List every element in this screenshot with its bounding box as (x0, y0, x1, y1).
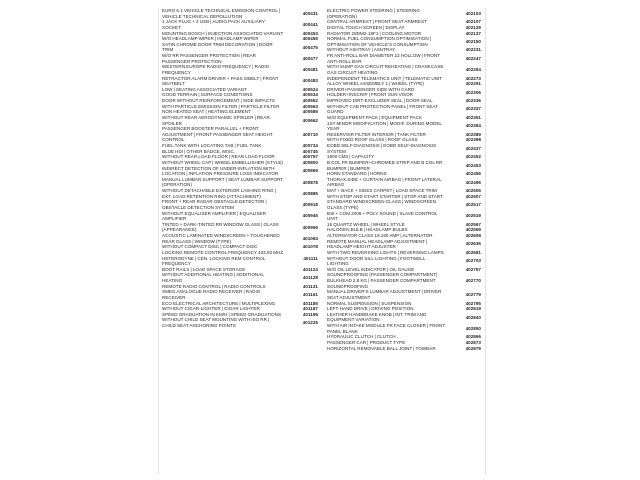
option-code-table (158, 8, 486, 474)
option-description: LOW | SEATING ASSOCIATED VARIANT (162, 86, 247, 92)
table-row (327, 64, 481, 75)
option-code: 401064 (302, 235, 318, 241)
option-code: 402517 (465, 202, 481, 208)
option-code: 402137 (465, 30, 481, 36)
option-description: WITH TWO REVERSING LIGHTS | REVERSING LAMPS (327, 249, 444, 255)
option-code: 401225 (302, 320, 318, 326)
option-description: WITHOUT DETACHABLE EXTERIOR LASHING RING | EXT. LOAD RETENTION RING (ATTACHMENT) (162, 188, 276, 199)
option-code: 402306 (465, 89, 481, 95)
option-code: 402496 (465, 179, 481, 185)
option-description: W/O OIL LEVEL INDICATOR | OIL GAUGE (327, 266, 415, 272)
table-row (162, 222, 318, 233)
option-description: SATIN CHROME DOOR TRIM DECORATION | DOOR TRIM (162, 41, 273, 53)
option-description: SPEED GRADUATION IN KM/H | SPEED GRADUATIONS (162, 311, 282, 317)
table-row (327, 36, 481, 47)
option-code: 401161 (302, 292, 318, 298)
option-description: WITH STOP AND START STARTER | STOP AND START (327, 193, 443, 199)
option-code: 400534 (302, 92, 318, 98)
option-description: MOUNTING BOSCH | INJECTION ASSOCIATED VARIANT (162, 30, 284, 36)
option-code: 400662 (302, 117, 318, 123)
option-code: 402273 (465, 75, 481, 81)
option-description: BSI + COM 2008 + POLY SOUND | SLAVE CONTROL UNIT (327, 210, 438, 222)
option-code: 400885 (302, 190, 318, 196)
option-description: WITH SUMP GAS CIRCUIT REHEATING | CRANKCASE GAS CIRCUIT HEATING (327, 64, 444, 75)
option-code: 401128 (302, 275, 318, 281)
table-row (327, 8, 481, 19)
option-description: WITHOUT EQUALISER AMPLIFIER | EQUALISER AMPLIFIER (162, 210, 266, 222)
option-description: WITHOUT CIGAR-LIGHTER | CIGAR LIGHTER (162, 306, 260, 312)
option-description: PASSENGER BOOSTER PARALLEL + FRONT ADJUSTMENT | FRONT PASSENGER SEAT HEIGHT CONTROL (162, 126, 273, 143)
option-code: 402779 (465, 292, 481, 298)
option-description: WITHOUT CAB PROTECTION PANEL | FRONT SEAT GUARD (327, 103, 438, 115)
table-row (327, 323, 481, 334)
option-description: W/O EQUIPMENT PACK | EQUIPMENT PACK (327, 114, 422, 120)
table-row (327, 346, 481, 352)
option-code: 400552 (302, 98, 318, 103)
table-row (162, 126, 318, 143)
option-code: 402351 (465, 114, 481, 120)
option-code: 400483 (302, 78, 318, 84)
option-description: RADIATOR 28DM2-18F1 | COOLING MOTOR (327, 30, 422, 36)
table-row (327, 239, 481, 250)
option-description: WITHOUT DOOR SILL LIGHTING | FOOTWELL LIGHTING (327, 255, 426, 267)
table-row (162, 166, 318, 177)
option-description: ECO ELECTRICAL ARCHITECTURE | MULTIPLEXING (162, 300, 276, 306)
option-description: BOOT RAILS | LOAD SPACE STORAGE (162, 266, 246, 272)
option-description: 16 QUARTZ WHEEL | WHEEL STYLE (327, 221, 405, 227)
option-description: WITHOUT ADDITIONAL HEATING | ADDITIONAL HEATING (162, 272, 264, 283)
option-description: WITHOUT REAR AERODYNAMIC SPOILER | REAR SPOILER (162, 114, 270, 126)
option-description: EURO 6.1 VEHICLE TECHNICAL EMISSION CONTROL | VEHICLE TECHNICAL DEPOLLUTION (162, 8, 281, 19)
option-description: LEATHER HANDBRAKE KNOB | INT. TRIM AND EQUIPMENT VARIATION (327, 311, 427, 323)
option-code: 402107 (465, 19, 481, 25)
option-description: WITHOUT CHILD SEAT MOUNTING WITH ISO RR | CHILD SEAT ANCHORING POINTS (162, 317, 270, 328)
option-code: 400524 (302, 86, 318, 92)
option-description: W/O RR PASSENGER PROTECTION | REAR PASSENGER PROTECTION (162, 53, 256, 64)
table-row (162, 53, 318, 64)
option-code: 402389 (465, 131, 481, 137)
option-code: 402757 (465, 266, 481, 272)
table-row (162, 233, 318, 244)
option-description: SMEG ANALOGUE RADIO RECEIVER | RADIO RECEIVER (162, 289, 261, 300)
option-description: PASSENGER CAR | PRODUCT TYPE (327, 339, 406, 345)
option-code: 401187 (302, 306, 318, 312)
table-row (327, 256, 481, 267)
option-code: 402254 (465, 67, 481, 73)
option-code: 402337 (465, 106, 481, 112)
option-description: INDIRECT DETECTION OF UNDER-INFLATION WITH LOCATION | INFLATION PRESSURE LOSS INDICATOR (162, 165, 279, 177)
option-code: 402569 (465, 227, 481, 233)
option-description: NON HEATED SEAT | HEATING ELEMENT (162, 109, 251, 115)
option-description: DIGITAL TOUCH SCREEN | DISPLAY (327, 24, 405, 30)
option-code: 401078 (302, 244, 318, 250)
option-description: RESERVOIR FILTER INTERIOR | TANK FILTER (327, 131, 426, 137)
option-code: 400475 (302, 44, 318, 50)
option-description: WITHOUT ASHTRAY | ASHTRAY (327, 47, 396, 53)
table-row (327, 199, 481, 210)
option-description: INDEPENDENT TELEMATICS UNIT | TELEMATIC UNIT (327, 75, 443, 81)
table-row (162, 289, 318, 300)
table-row (162, 272, 318, 283)
option-code: 400441 (302, 22, 318, 28)
table-row (162, 19, 318, 30)
table-row (327, 272, 481, 289)
option-description: WESTERN EUROPE RADIO FREQUENCY | RADIO FREQUENCY (162, 64, 270, 75)
option-description: FUEL TANK WITH LOCATING TAB | FUEL TANK (162, 143, 262, 148)
option-code: 402819 (465, 306, 481, 312)
option-description: ALLOY WHEEL ASSEMBLY 1 | WHEEL (TYPE) (327, 81, 424, 87)
option-description: WITHOUT WHEEL CAP | WHEEL EMBELLISHER (STYLE) (162, 159, 284, 165)
option-description: 1600 CM3 | CAPACITY (327, 154, 375, 160)
option-description: HALOGEN BULB | HEADLAMP BULBS (327, 227, 408, 233)
table-row (162, 317, 318, 328)
option-code: 401131 (302, 283, 318, 289)
option-code: 402879 (465, 345, 481, 351)
option-description: MAT + BACK + SIDES CARPET | LOAD SPACE TRIM (327, 188, 437, 193)
table-row (327, 87, 481, 98)
table-row (327, 104, 481, 115)
table-row (327, 211, 481, 222)
option-description: STANDARD WINDSCREEN GLASS | WINDSCREEN GLASS (TYPE) (327, 199, 436, 210)
option-description: FR ANTI-ROLL BAR DIAMETER 22 HOLLOW | FRONT ANTI-ROLL BAR (327, 53, 440, 64)
option-code: 402452 (465, 154, 481, 160)
table-row (162, 64, 318, 75)
table-row (327, 121, 481, 132)
option-description: WITH FIXED ROOF GLASS | ROOF GLASS (327, 137, 418, 143)
option-code: 402850 (465, 325, 481, 331)
table-row (327, 312, 481, 323)
option-description: ALTERNATOR CLASS 18 180 AMP | ALTERNATOR (327, 233, 433, 238)
table-row (162, 177, 318, 188)
table-row (162, 76, 318, 87)
option-description: B COL FR BUMPER+CHROMED STRIP AND B COL RR BUMPER | BUMPER (327, 159, 443, 171)
option-code: 400563 (302, 103, 318, 109)
option-code: 402866 (465, 334, 481, 340)
option-code: 400959 (302, 224, 318, 230)
option-description: THORAX SIDE + CURTAIN AIRBAG | FRONT LATERAL AIRBAG (327, 176, 442, 188)
option-code: 400734 (302, 143, 318, 148)
option-code: 402636 (465, 241, 481, 247)
option-code: 400455 (302, 36, 318, 42)
option-code: 402770 (465, 278, 481, 283)
option-description: BLUE HDI | OTHER BADGE, MISC. (162, 148, 236, 154)
option-description: WITH AIR INTAKE MODULE FR FACE CLOSER | FRONT PANEL BLANK (327, 323, 446, 334)
option-description: MANUAL LUMBAR SUPPORT | SEAT LUMBAR SUPPORT (OPERATION) (162, 176, 284, 188)
table-row (162, 115, 318, 126)
option-code: 402507 (465, 193, 481, 199)
table-row (162, 250, 318, 267)
option-code: 400481 (302, 67, 318, 73)
option-code: 402873 (465, 339, 481, 345)
option-description: HORN STANDARD | HORNS (327, 171, 387, 177)
option-description: DRIVER+PASSENGER SIDE WITH CARD HOLDER+INSCRIP | FRONT SUN VISOR (327, 86, 415, 98)
option-code: 402840 (465, 314, 481, 320)
option-code: 400757 (302, 154, 318, 160)
option-code: 402608 (465, 233, 481, 238)
option-code: 400945 (302, 213, 318, 219)
option-code: 400431 (302, 10, 318, 16)
right-column-entries (327, 8, 481, 351)
option-description: LEFT-HAND DRIVE | DRIVING POSITION (327, 306, 414, 312)
option-code: 402437 (465, 145, 481, 151)
table-row (327, 160, 481, 171)
option-description: REMOTE RADIO CONTROL | RADIO CONTROLS (162, 283, 266, 289)
option-code: 402453 (465, 162, 481, 168)
option-description: GOOD TERRAIN | SURFACE CONDITIONS (162, 92, 253, 98)
option-description: MANUAL DRIVER'S LUMBAR ADJUSTMENT | DRIVER SEAT ADJUSTMENT (327, 289, 442, 300)
option-code: 402505 (465, 188, 481, 193)
table-row (162, 211, 318, 222)
table-row (327, 177, 481, 188)
option-description: NORMAL FUEL CONSUMPTION OPTIMISATION | OPTIMISATION OF VEHICLE'S CONSUMPTION (327, 36, 432, 47)
option-code: 400477 (302, 55, 318, 61)
option-description: IMPROVED DIRT-EXCLUDER SEAL | DOOR SEAL (327, 98, 433, 103)
option-description: ACOUSTIC LAMINATED WINDSCREEN + TOUGHENED REAR GLASS | WINDOW (TYPE) (162, 233, 280, 244)
option-code: 402336 (465, 98, 481, 103)
option-code: 402247 (465, 55, 481, 61)
table-row (327, 289, 481, 300)
option-code: 401185 (302, 300, 318, 306)
option-code: 400918 (302, 202, 318, 208)
option-code: 400869 (302, 168, 318, 174)
right-column (322, 8, 485, 474)
table-row (327, 143, 481, 154)
option-code: 402364 (465, 123, 481, 129)
option-description: FRONT + REAR RADAR OBSTACLE DETECTOR | OBSTACLE DETECTION SYSTEM (162, 199, 267, 210)
option-description: EOBD SELF-DIAGNOSIS | EOBD SELF-DIAGNOSIS SYSTEM (327, 143, 437, 154)
option-code: 402795 (465, 300, 481, 306)
option-description: 1ST MINOR MODIFICATION | MODIF. DURING MODEL YEAR (327, 120, 442, 132)
option-description: HYDRAULIC CLUTCH | CLUTCH (327, 334, 396, 340)
option-code: 402150 (465, 38, 481, 44)
option-code: 401111 (303, 255, 318, 261)
option-code: 402703 (465, 258, 481, 264)
option-description: CENTRAL ARMREST | FRONT SEAT ARMREST (327, 19, 427, 25)
option-description: WITH PARTICLE EMISSION FILTER | PARTICLE FILTER (162, 103, 280, 109)
option-code: 402681 (465, 249, 481, 255)
option-description: ELECTRIC POWER STEERING | STEERING (OPERATION) (327, 8, 420, 19)
option-code: 400878 (302, 179, 318, 185)
option-description: 1 JACK PLUG + 2 USB | AUDIO PACK AUXILIARY SOCKET (162, 19, 266, 30)
option-description: NORMAL SUSPENSION | SUSPENSION (327, 300, 412, 306)
option-code: 400710 (302, 131, 318, 137)
option-code: 402519 (465, 213, 481, 219)
option-description: W/O HEADLAMP WIPER | HEADLAMP WIPER (162, 36, 259, 42)
option-code: 402456 (465, 171, 481, 177)
option-description: WITHOUT COMPACT DISC | COMPACT DISC (162, 244, 258, 250)
table-row (162, 199, 318, 210)
option-description: SOUNDPROOFING (PASSENGER COMPARTMENT) BULKHEAD 2.8 KG | PASSENGER COMPARTMENT SOUNDPROOFING (327, 272, 438, 289)
option-description: TINTED + DARK-TINTED RR WINDOW GLASS | GLASS (APPEARANCE) (162, 221, 279, 233)
table-row (327, 53, 481, 64)
option-description: RETRACTOR ALARM DRIVER + PASS S/BELT | FRONT SEATBELT (162, 75, 279, 87)
option-description: WITHOUT REAR LOAD FLOOR | REAR LOAD FLOOR (162, 154, 275, 160)
option-code: 400800 (302, 159, 318, 165)
option-description: REMOTE MANUAL HEADLAMP ADJUSTMENT | HEADLAMP HEIGHT ADJUSTER (327, 238, 428, 250)
option-code: 401196 (302, 311, 318, 317)
option-code: 400745 (302, 148, 318, 154)
option-code: 402291 (465, 81, 481, 87)
option-description: DOOR WITHOUT REINFORCEMENT | SIDE IMPACTS (162, 98, 275, 103)
option-code: 400453 (302, 30, 318, 36)
option-code: 402567 (465, 221, 481, 227)
option-description: LOCKING REMOTE CONTROL FREQUENCY 433.92 MHZ HETERODYNE | CEN. LOCKING REM CONTROL FREQUENCY (162, 249, 284, 267)
option-code: 400585 (302, 109, 318, 115)
option-code: 402231 (465, 47, 481, 53)
left-column (159, 8, 322, 474)
table-row (162, 188, 318, 199)
option-code: 402398 (465, 137, 481, 143)
option-code: 402129 (465, 24, 481, 30)
table-row (162, 42, 318, 53)
left-column-entries (162, 8, 318, 329)
table-row (162, 8, 318, 19)
option-code: 401124 (302, 266, 318, 272)
option-description: HORIZONTAL REMOVABLE BALL JOINT | TOWBAR (327, 345, 436, 351)
option-code: 402103 (465, 10, 481, 16)
